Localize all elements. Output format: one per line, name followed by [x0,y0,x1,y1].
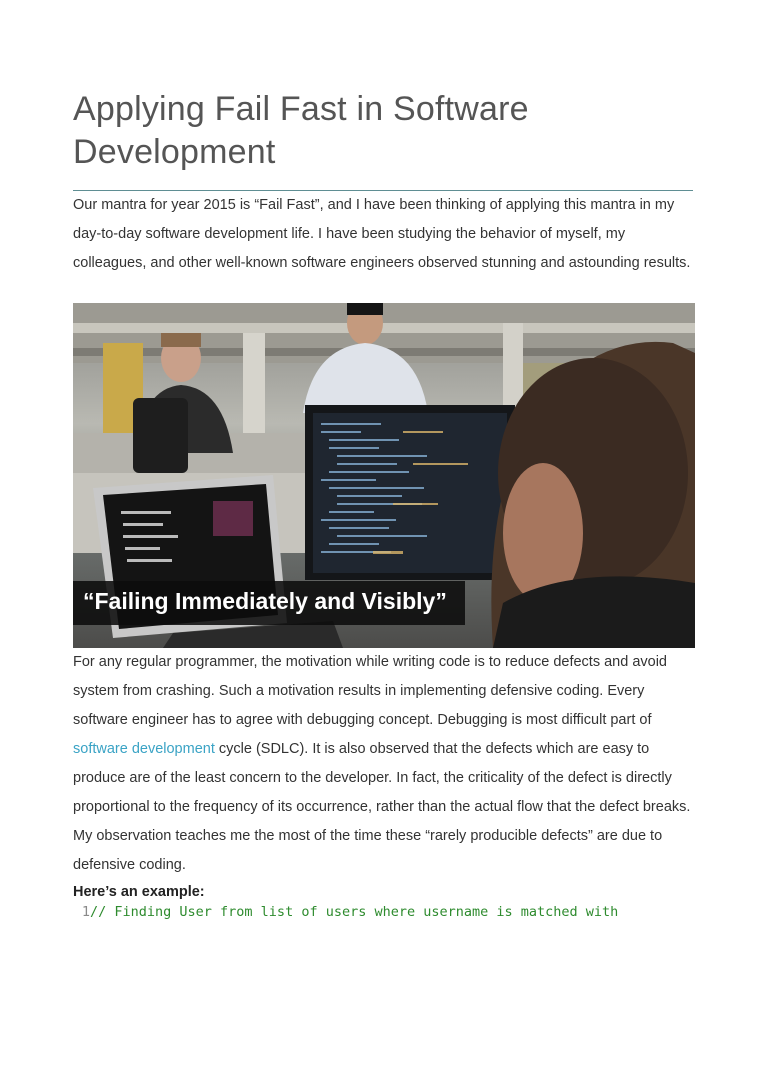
paragraph-text-start: For any regular programmer, the motivation while writing code is to reduce defects and avoid system from crashing. Such a motivation results in implementing defensive coding. Every software engineer has to agree with debugging concept. Debugging is most difficult part of [73,654,667,728]
image-caption: “Failing Immediately and Visibly” [83,588,447,614]
article [73,88,695,921]
article-photo [73,303,695,648]
image-caption-band [73,581,465,625]
example-heading: Here’s an example: [73,884,205,900]
paragraph-text-end: cycle (SDLC). It is also observed that the defects which are easy to produce are of the least concern to the developer. In fact, the criticality of the defect is directly proportional to the frequency of its occurrence, rather than the actual flow that the defect breaks. My observation teaches me the most of the time these “rarely producible defects” are due to defensive coding. [73,741,691,873]
code-line-number: 1 [81,904,90,920]
article-title: Applying Fail Fast in Software Development [73,90,529,171]
body-paragraph [73,648,695,880]
code-block [73,903,695,921]
code-line: // Finding User from list of users where username is matched with [90,904,619,920]
intro-paragraph: Our mantra for year 2015 is “Fail Fast”, and I have been thinking of applying this mantra in my day-to-day software development life. I have been studying the behavior of myself, my colleagues, and other well-known software engineers observed stunning and astounding results. [73,197,691,271]
software-development-link[interactable]: software development [73,741,215,757]
